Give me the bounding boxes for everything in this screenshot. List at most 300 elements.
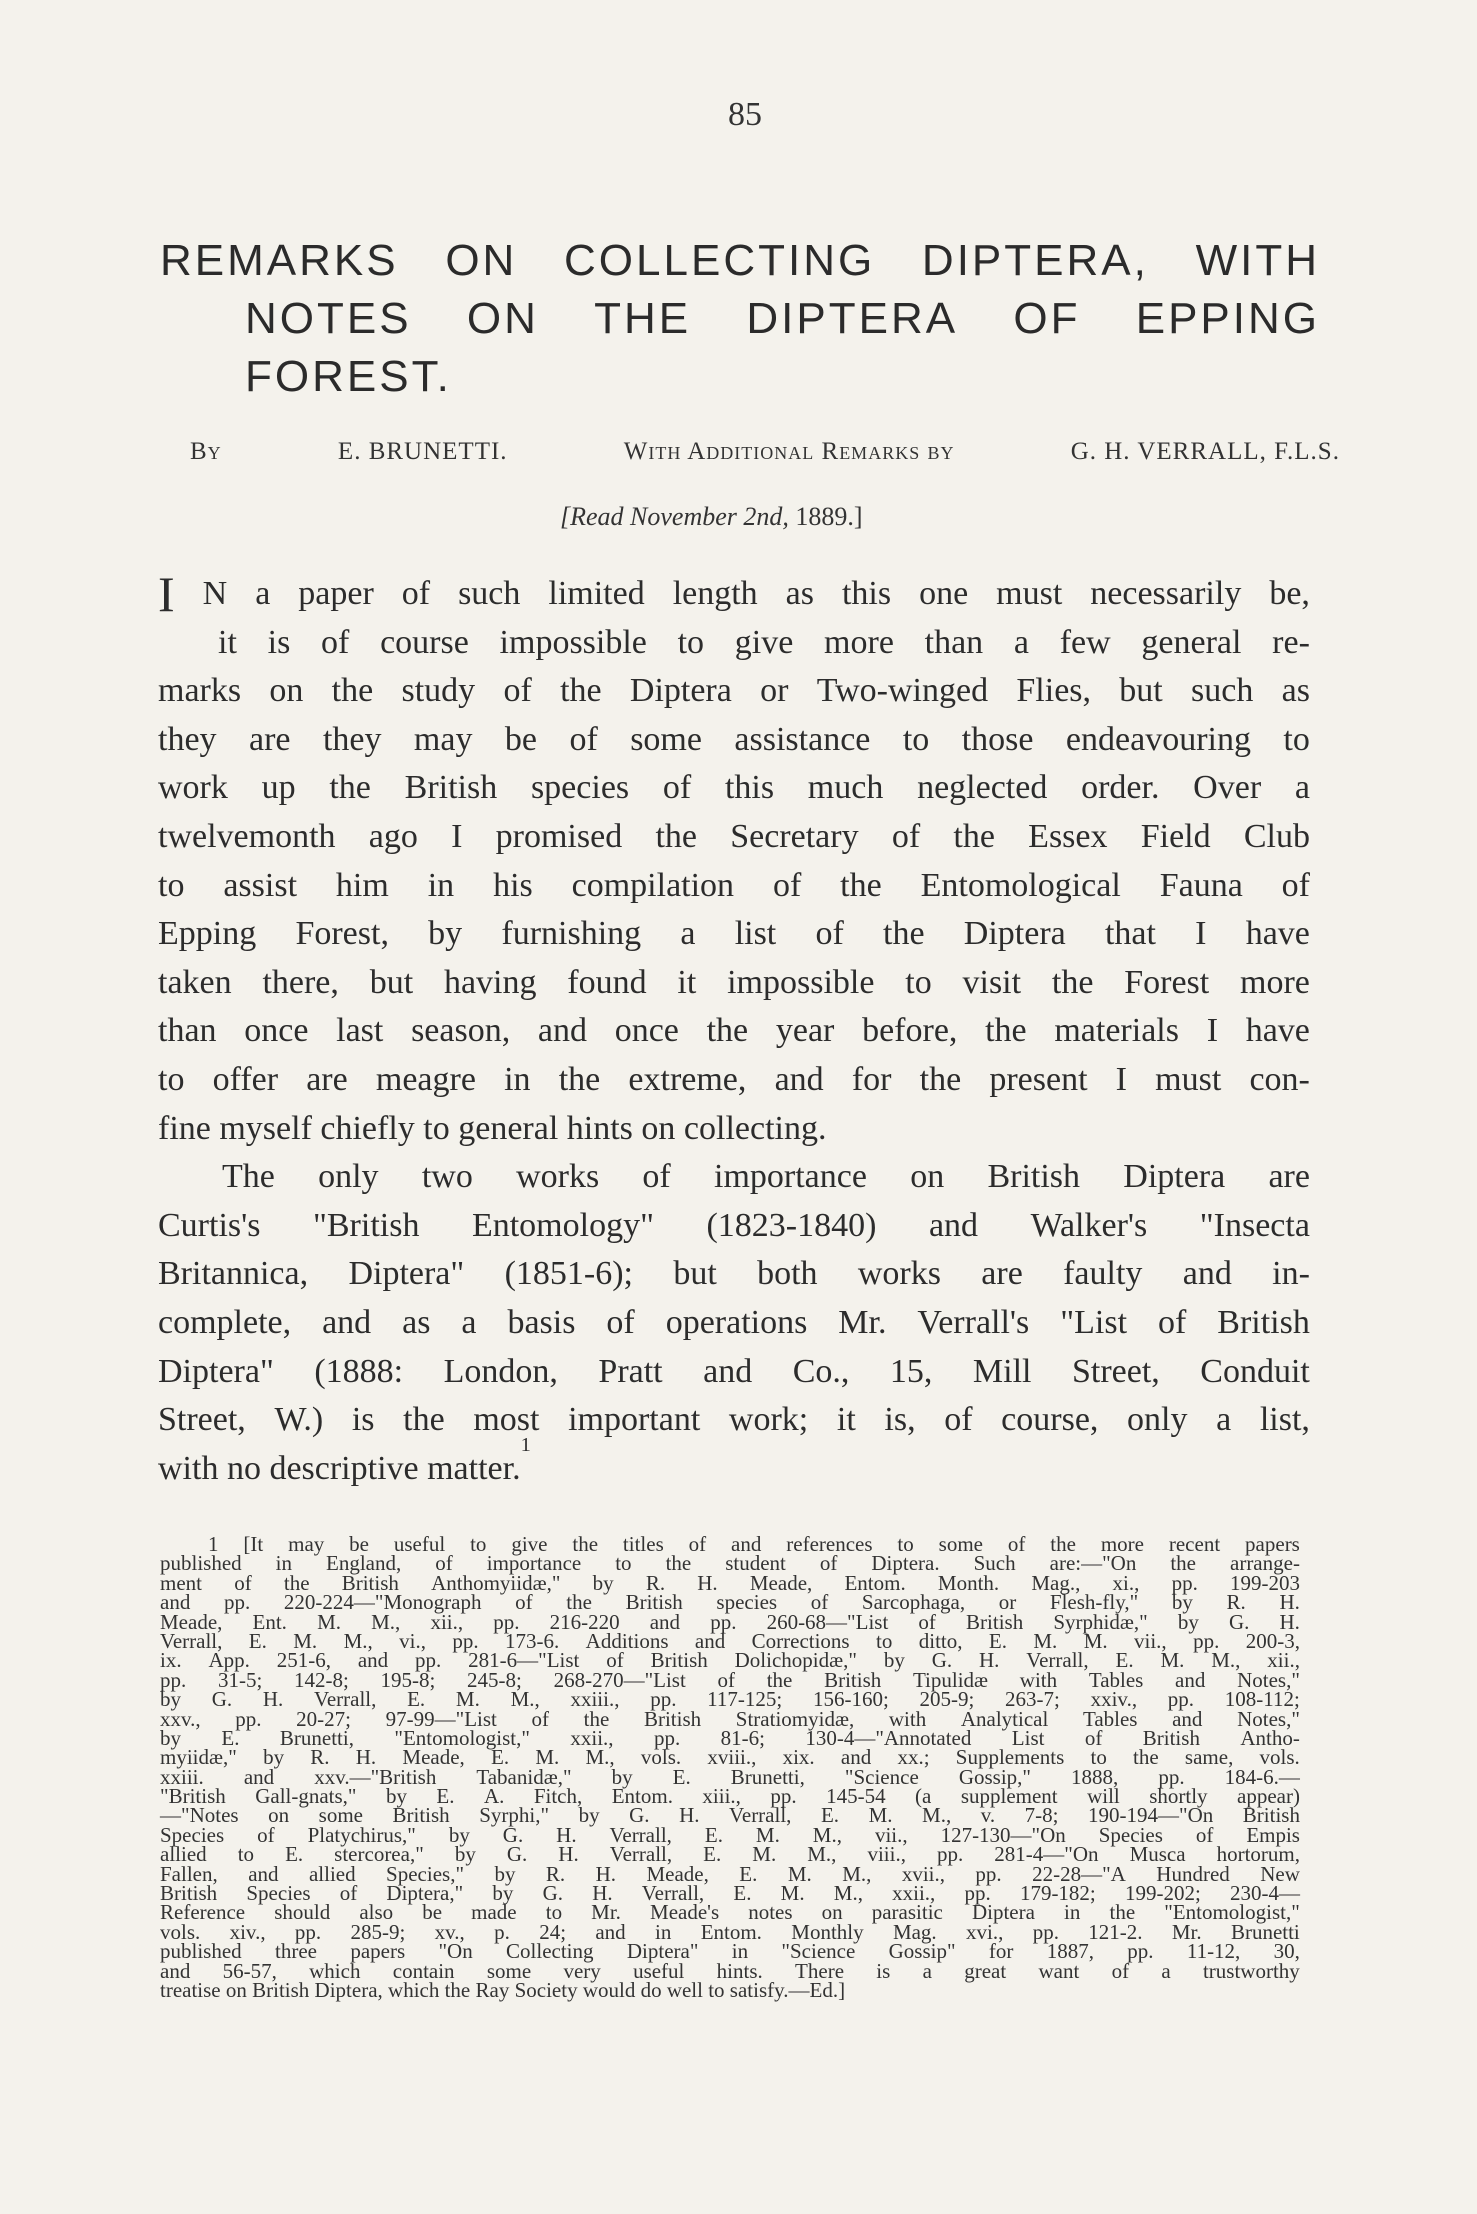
- body-word: the: [329, 769, 371, 807]
- footnote-word: M.,: [812, 1822, 842, 1847]
- body-word: Curtis's: [158, 1206, 261, 1244]
- body-word: (1851-6);: [504, 1255, 634, 1293]
- body-word: his: [493, 866, 533, 904]
- footnote-word: with: [888, 1706, 927, 1731]
- footnote-word: with: [1019, 1667, 1058, 1692]
- footnote-word: vii.,: [1134, 1628, 1167, 1653]
- body-word: Diptera": [158, 1352, 274, 1390]
- body-word: must: [996, 575, 1063, 612]
- footnote-word: British: [824, 1667, 882, 1692]
- body-word: that: [1104, 915, 1156, 953]
- body-word: work;: [728, 1401, 809, 1439]
- body-word: the: [558, 1060, 601, 1098]
- body-line: [158, 1056, 1310, 1105]
- body-word: on: [910, 1158, 945, 1196]
- footnote-word: 245-8;: [467, 1667, 522, 1692]
- footnote-word: There: [795, 1958, 845, 1983]
- footnote-word: British: [643, 1706, 702, 1731]
- footnote-word: H.: [679, 1803, 700, 1828]
- footnote-word: supplement: [960, 1784, 1058, 1809]
- footnote-word: H.: [558, 1842, 579, 1867]
- footnote-word: pp.: [770, 1784, 797, 1809]
- body-word: have: [1245, 1012, 1310, 1050]
- body-word: him: [335, 866, 389, 904]
- footnote-word: 199-202;: [1124, 1881, 1201, 1906]
- body-word: or: [760, 672, 789, 710]
- footnote-word: and: [243, 1764, 275, 1789]
- title-word: COLLECTING: [564, 236, 876, 285]
- body-word: twelvemonth: [158, 817, 336, 855]
- body-word: have: [1245, 915, 1310, 953]
- footnote-word: 22-28—"A: [1032, 1861, 1126, 1886]
- footnote-word: M.,: [807, 1842, 837, 1867]
- body-word: of: [401, 575, 431, 612]
- footnote-word: species: [716, 1590, 778, 1615]
- footnote-word: Meade,: [402, 1745, 465, 1770]
- footnote-word: Brunetti: [1230, 1919, 1300, 1944]
- footnote-word: great: [964, 1958, 1007, 1983]
- footnote-word: to: [470, 1532, 487, 1556]
- body-word: the: [883, 915, 925, 953]
- footnote-word: vii.,: [874, 1822, 908, 1847]
- footnote-word: British: [1242, 1803, 1300, 1828]
- body-word: Pratt: [598, 1352, 663, 1390]
- body-word: be: [504, 720, 537, 758]
- footnote-word: H.: [355, 1745, 377, 1770]
- footnote-word: vi.,: [399, 1628, 426, 1653]
- footnote-word: viii.,: [867, 1842, 906, 1867]
- body-word: for: [851, 1060, 892, 1098]
- footnote-word: xiii.,: [702, 1784, 741, 1809]
- body-word: N: [202, 575, 228, 612]
- body-word: of: [815, 915, 844, 953]
- footnote-word: to: [1090, 1745, 1107, 1770]
- footnote-word: xvii.,: [901, 1861, 945, 1886]
- footnote-word: M.,: [510, 1687, 540, 1712]
- title-line-3: FOREST.: [245, 352, 452, 401]
- footnote-word: should: [274, 1900, 331, 1925]
- footnote-word: and: [248, 1861, 279, 1886]
- body-word: the: [403, 1401, 445, 1439]
- footnote-word: Entom.: [844, 1570, 906, 1595]
- body-word: some: [630, 720, 702, 758]
- footnote-word: 281-6—"List: [468, 1648, 580, 1673]
- footnote-word: H.: [1279, 1590, 1300, 1615]
- body-word: general: [1141, 623, 1242, 661]
- body-word: few: [1059, 623, 1111, 661]
- footnote-word: Gall-gnats,": [255, 1784, 357, 1809]
- footnote-word: recent: [1168, 1532, 1221, 1556]
- body-word: give: [734, 623, 794, 661]
- body-word: be,: [1269, 575, 1310, 612]
- footnote-word: Syrphidæ,": [1053, 1609, 1148, 1634]
- footnote-word: a: [1161, 1958, 1171, 1983]
- footnote-word: pp.: [493, 1609, 520, 1634]
- footnote-word: appear): [1237, 1784, 1300, 1809]
- footnote-word: by: [611, 1764, 633, 1789]
- body-word: to: [1283, 720, 1310, 758]
- body-word: Diptera: [963, 915, 1066, 953]
- body-word: the: [840, 866, 882, 904]
- body-word: extreme,: [628, 1060, 747, 1098]
- footnote-word: give: [511, 1532, 548, 1556]
- footnote-word: R.: [1226, 1590, 1246, 1615]
- body-word: and: [774, 1060, 824, 1098]
- body-word: British: [987, 1158, 1081, 1196]
- footnote-word: "Science: [781, 1939, 856, 1964]
- body-word: the: [655, 817, 697, 855]
- footnote-word: of: [234, 1570, 252, 1595]
- footnote-word: H.: [697, 1570, 718, 1595]
- footnote-word: pp.: [415, 1648, 442, 1673]
- footnote-word: Anthomyiidæ,": [431, 1570, 561, 1595]
- body-word: a: [461, 1303, 477, 1341]
- footnote-word: 251-6,: [276, 1648, 331, 1673]
- body-word: it: [218, 623, 237, 661]
- footnote-word: pp.: [1158, 1764, 1185, 1789]
- footnote-word: references: [786, 1532, 873, 1556]
- body-word: Fauna: [1159, 866, 1243, 904]
- body-word: Two-winged: [816, 672, 989, 710]
- footnote-word: xv.,: [434, 1919, 465, 1944]
- footnote-word: (a: [915, 1784, 932, 1809]
- footnote-word: by: [448, 1822, 470, 1847]
- body-word: to: [677, 623, 705, 661]
- footnote-word: 1888,: [1071, 1764, 1119, 1789]
- footnote-word: published: [160, 1551, 242, 1576]
- footnote-word: some: [486, 1958, 532, 1983]
- body-word: basis: [507, 1303, 576, 1341]
- footnote-word: Reference: [160, 1900, 246, 1925]
- footnote-word: made: [471, 1900, 517, 1925]
- footnote-word: E.: [221, 1725, 240, 1750]
- footnote-ref: 1: [520, 1433, 531, 1456]
- footnote-word: myiidæ,": [160, 1745, 237, 1770]
- body-word: Club: [1243, 817, 1310, 855]
- footnote-word: Entom.: [611, 1784, 673, 1809]
- footnote-word: vols.: [1259, 1745, 1300, 1770]
- body-line: [158, 1202, 1310, 1251]
- footnote-word: importance: [486, 1551, 582, 1576]
- body-word: and: [537, 1012, 588, 1050]
- footnote-word: Diptera: [971, 1900, 1035, 1925]
- footnote-word: M.: [755, 1822, 780, 1847]
- footnote-word: 117-125;: [707, 1687, 783, 1712]
- footnote-word: Corrections: [751, 1628, 850, 1653]
- footnote-word: xi.,: [1112, 1570, 1140, 1595]
- page-number: 85: [728, 96, 762, 133]
- footnote-word: some: [318, 1803, 363, 1828]
- footnote-word: of: [819, 1551, 838, 1576]
- footnote-word: G.: [931, 1648, 953, 1673]
- footnote-word: Brunetti,: [279, 1725, 354, 1750]
- body-word: a: [1013, 623, 1029, 661]
- footnote-word: Mag.,: [1031, 1570, 1081, 1595]
- body-word: are: [981, 1255, 1023, 1293]
- body-line: [158, 1153, 1310, 1202]
- body-word: but: [369, 963, 414, 1001]
- footnote-word: and: [731, 1532, 762, 1556]
- body-line: [158, 1250, 1310, 1299]
- footnote-word: p.: [494, 1919, 510, 1944]
- footnote-word: pp.: [975, 1861, 1002, 1886]
- footnote-word: the: [566, 1590, 592, 1615]
- footnote-word: by: [454, 1842, 476, 1867]
- body-word: year: [775, 1012, 835, 1050]
- body-word: only: [318, 1158, 379, 1196]
- footnote-word: 220-224—"Monograph: [283, 1590, 482, 1615]
- footnote-word: 285-9;: [350, 1919, 406, 1944]
- footnote-word: by: [263, 1745, 285, 1770]
- footnote-word: the: [572, 1532, 599, 1556]
- footnote-word: the: [665, 1551, 692, 1576]
- footnote-word: Analytical: [960, 1706, 1049, 1731]
- footnote-word: 30,: [1273, 1939, 1300, 1964]
- footnote-word: parasitic: [871, 1900, 943, 1925]
- footnote-word: of: [339, 1881, 358, 1906]
- body-word: more: [824, 623, 894, 661]
- body-word: works: [516, 1158, 600, 1196]
- body-word: it: [836, 1401, 856, 1439]
- title-line-1: [160, 232, 1320, 290]
- footnote-word: Fallen,: [160, 1861, 218, 1886]
- footnote-word: pp.: [1032, 1919, 1059, 1944]
- body-word: Forest,: [295, 915, 389, 953]
- footnote-word: Tables: [1088, 1667, 1144, 1692]
- body-word: the: [953, 817, 995, 855]
- footnote-word: and: [1172, 1706, 1203, 1731]
- footnote-word: 11-12,: [1186, 1939, 1241, 1964]
- body-word: as: [402, 1303, 431, 1341]
- footnote-word: Verrall,: [729, 1803, 792, 1828]
- body-word: this: [724, 769, 775, 807]
- footnote-word: xxv.,: [160, 1706, 201, 1731]
- footnote-word: Dolichopidæ,": [734, 1648, 857, 1673]
- body-word: Entomology": [471, 1206, 654, 1244]
- footnote-word: New: [1260, 1861, 1300, 1886]
- footnote-word: more: [1100, 1532, 1144, 1556]
- footnote-word: R.: [545, 1861, 566, 1886]
- footnote-word: Additions: [585, 1628, 669, 1653]
- footnote-word: by: [1171, 1590, 1193, 1615]
- footnote-word: Meade,: [160, 1609, 223, 1634]
- body-word: British: [404, 769, 498, 807]
- body-word: I: [1206, 1012, 1219, 1050]
- footnote-word: E.: [672, 1764, 691, 1789]
- footnote-word: 31-5;: [217, 1667, 263, 1692]
- body-word: before,: [862, 1012, 958, 1050]
- body-word: assistance: [734, 720, 871, 758]
- body-word: most: [473, 1401, 540, 1439]
- footnote-word: will: [1087, 1784, 1120, 1809]
- byline-with-remarks: With Additional Remarks by: [623, 438, 955, 465]
- footnote-word: a: [922, 1958, 932, 1983]
- title-word: NOTES: [245, 294, 412, 343]
- footnote-word: Species: [1098, 1822, 1163, 1847]
- footnote-word: in: [1064, 1900, 1081, 1925]
- footnote-word: 179-182;: [1019, 1881, 1096, 1906]
- footnote-word: xxiv.,: [1090, 1687, 1138, 1712]
- body-word: this: [841, 575, 892, 612]
- footnote-word: and: [694, 1628, 726, 1653]
- body-word: of: [772, 866, 802, 904]
- footnote-word: by: [578, 1803, 600, 1828]
- footnote-word: "Entomologist,": [394, 1725, 530, 1750]
- footnote-word: Verrall,: [1026, 1648, 1089, 1673]
- footnote-word: of: [515, 1590, 533, 1615]
- body-word: length: [672, 575, 758, 612]
- footnote-word: E.: [491, 1745, 510, 1770]
- footnote-word: ix.: [160, 1648, 182, 1673]
- footnote-word: G.: [629, 1803, 650, 1828]
- body-word: of: [1281, 866, 1310, 904]
- footnote-word: 145-54: [826, 1784, 886, 1809]
- body-word: as: [1281, 672, 1310, 710]
- footnote-word: 184-6.—: [1224, 1764, 1300, 1789]
- footnote-line: treatise on British Diptera, which the Ray Society would do well to satisfy.—Ed.]: [160, 1977, 846, 2002]
- footnote-word: student: [725, 1551, 786, 1576]
- body-word: but: [673, 1255, 717, 1293]
- footnote-word: xix.: [782, 1745, 815, 1770]
- footnote-word: H.: [592, 1881, 613, 1906]
- footnote-word: titles: [622, 1532, 664, 1556]
- footnote-word: Brunetti,: [730, 1764, 805, 1789]
- footnote-word: H.: [262, 1687, 284, 1712]
- body-word: materials: [1054, 1012, 1179, 1050]
- footnote-word: M.,: [833, 1881, 863, 1906]
- footnote-word: British: [1142, 1725, 1200, 1750]
- body-word: paper: [298, 575, 374, 612]
- body-word: is: [351, 1401, 375, 1439]
- footnote-word: useful: [393, 1532, 446, 1556]
- body-word: are: [1268, 1158, 1310, 1196]
- body-word: of: [503, 672, 532, 710]
- body-word: assist: [223, 866, 298, 904]
- body-line: [158, 566, 1310, 622]
- footnote-word: to: [897, 1532, 914, 1556]
- body-line: fine myself chiefly to general hints on collecting.: [158, 1109, 827, 1147]
- footnote-word: M.: [787, 1861, 812, 1886]
- body-line: [158, 862, 1310, 911]
- body-word: a: [1216, 1401, 1232, 1439]
- footnote-word: M.: [455, 1687, 480, 1712]
- body-word: the: [331, 672, 374, 710]
- footnote-word: Verrall,: [160, 1628, 223, 1653]
- footnote-word: 263-7;: [1005, 1687, 1060, 1712]
- footnote-word: vols.: [160, 1919, 201, 1944]
- body-word: con-: [1249, 1060, 1310, 1098]
- footnote-word: in: [731, 1939, 749, 1964]
- footnote-word: Tabanidæ,": [476, 1764, 572, 1789]
- body-word: they: [322, 720, 382, 758]
- footnote-word: of: [257, 1822, 275, 1847]
- footnote-word: xiv.,: [229, 1919, 266, 1944]
- footnote-word: 260-68—"List: [766, 1609, 889, 1634]
- footnote-line: [160, 1609, 1300, 1634]
- byline-author: E. BRUNETTI.: [337, 438, 508, 465]
- body-word: faulty: [1063, 1255, 1143, 1293]
- footnote-word: the: [766, 1667, 793, 1692]
- footnote-word: by: [160, 1687, 181, 1712]
- body-line: [158, 764, 1310, 813]
- body-word: in-: [1272, 1255, 1310, 1293]
- footnote-word: by: [883, 1648, 905, 1673]
- footnote-word: pp.: [710, 1609, 737, 1634]
- body-word: they: [158, 720, 217, 758]
- body-word: I: [451, 817, 463, 855]
- body-word: in: [427, 866, 455, 904]
- footnote-word: M.: [535, 1745, 560, 1770]
- footnote-word: G.: [506, 1842, 528, 1867]
- footnote-word: 281-4—"On: [994, 1842, 1099, 1867]
- body-line: with no descriptive matter. 1: [158, 1445, 1310, 1494]
- body-word: both: [757, 1255, 818, 1293]
- footnote-word: 24;: [539, 1919, 567, 1944]
- byline-coauthor: G. H. VERRALL, F.L.S.: [1070, 438, 1340, 465]
- body-word: list,: [1259, 1401, 1310, 1439]
- body-word: complete,: [158, 1303, 292, 1341]
- body-word: once: [244, 1012, 309, 1050]
- title-line-2: [160, 290, 1320, 348]
- footnote-word: or: [998, 1590, 1017, 1615]
- body-word: it: [677, 963, 697, 1001]
- footnote-word: of: [1111, 1958, 1130, 1983]
- footnote-word: xxiii.: [160, 1764, 204, 1789]
- body-word: a: [680, 915, 696, 953]
- footnote-word: pp.: [452, 1628, 479, 1653]
- footnote-word: xii.,: [1267, 1648, 1300, 1673]
- footnote-word: List: [1011, 1725, 1045, 1750]
- footnote-word: G.: [1228, 1609, 1250, 1634]
- footnote-word: by: [160, 1725, 181, 1750]
- title-word: WITH: [1195, 236, 1320, 285]
- body-word: London,: [443, 1352, 558, 1390]
- body-word: works: [857, 1255, 941, 1293]
- footnote-word: of: [435, 1551, 453, 1576]
- body-word: is,: [884, 1401, 916, 1439]
- footnote-word: 156-160;: [812, 1687, 889, 1712]
- footnote-word: England,: [326, 1551, 402, 1576]
- footnote-word: M.: [868, 1803, 893, 1828]
- footnote-word: of: [531, 1706, 550, 1731]
- body-word: are: [306, 1060, 348, 1098]
- footnote-word: British: [966, 1609, 1024, 1634]
- footnote-word: 121-2.: [1088, 1919, 1143, 1944]
- body-word: offer: [212, 1060, 279, 1098]
- footnote-word: E.: [988, 1628, 1007, 1653]
- footnote-word: and: [160, 1958, 191, 1983]
- footnote-word: pp.: [1167, 1687, 1195, 1712]
- footnote-word: trustworthy: [1202, 1958, 1300, 1983]
- footnote-word: Sarcophaga,: [861, 1590, 966, 1615]
- body-word: than: [924, 623, 984, 661]
- footnote-word: allied: [308, 1861, 356, 1886]
- footnote-word: by: [492, 1881, 514, 1906]
- body-word: more: [1240, 963, 1310, 1001]
- footnote-word: and: [357, 1648, 389, 1673]
- body-line: [158, 667, 1310, 716]
- footnote-word: contain: [392, 1958, 455, 1983]
- footnote-word: pp.: [1171, 1570, 1198, 1595]
- footnote-word: 205-9;: [919, 1687, 975, 1712]
- footnote-word: of: [1084, 1725, 1103, 1750]
- body-line: [158, 910, 1310, 959]
- footnote-word: papers: [350, 1939, 406, 1964]
- footnote-word: E.: [1115, 1648, 1134, 1673]
- body-word: two: [421, 1158, 473, 1196]
- body-word: a: [1294, 769, 1310, 807]
- footnote-word: British: [341, 1570, 399, 1595]
